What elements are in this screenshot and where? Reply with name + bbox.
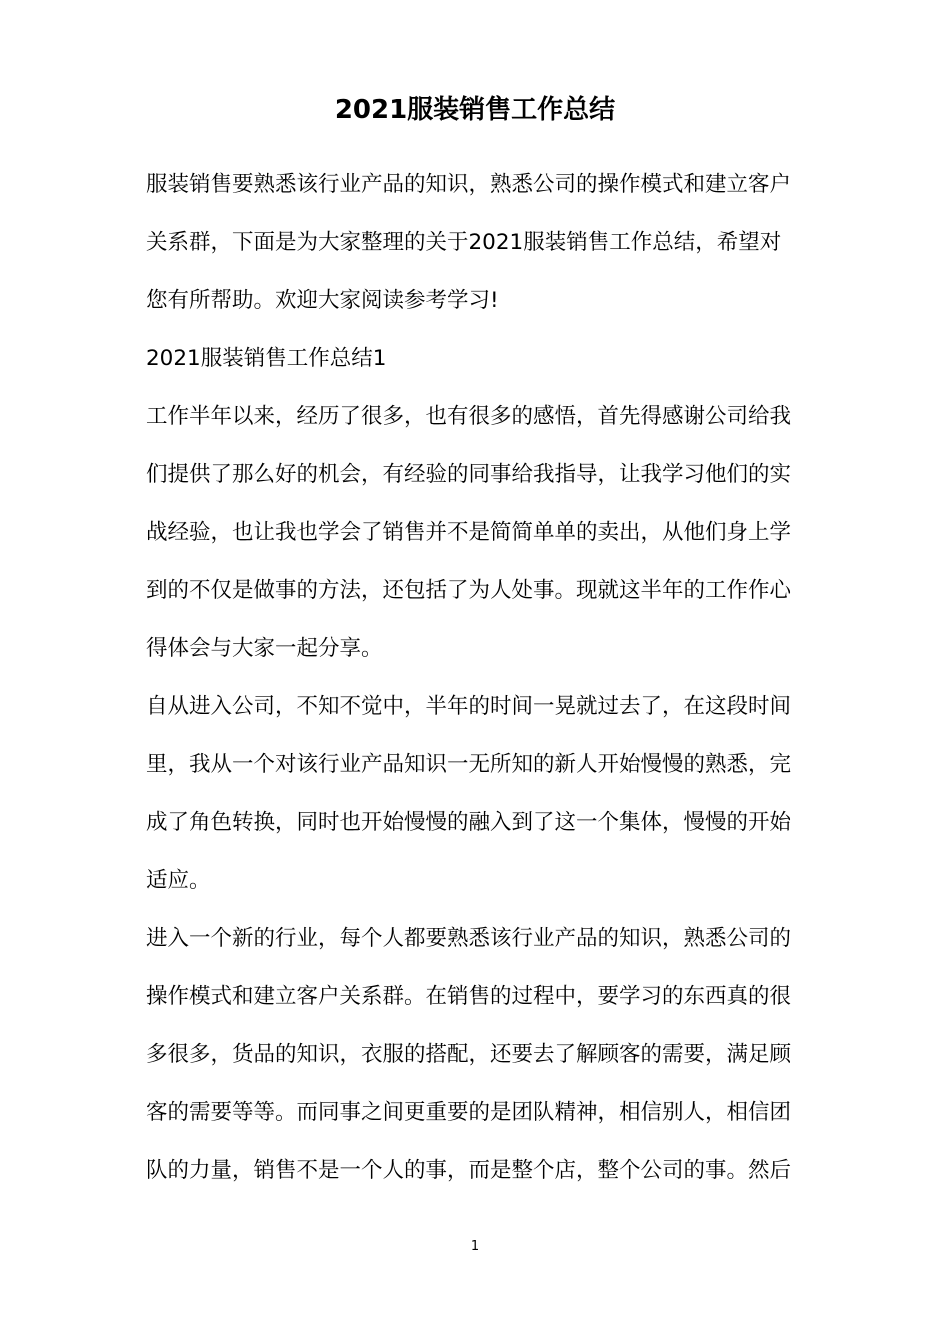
intro-line-3: 您有所帮助。欢迎大家阅读参考学习! <box>146 288 499 313</box>
paragraph-1-line-1: 工作半年以来，经历了很多，也有很多的感悟，首先得感谢公司给我 <box>146 404 792 429</box>
paragraph-1-line-4: 到的不仅是做事的方法，还包括了为人处事。现就这半年的工作作心 <box>146 578 792 603</box>
paragraph-3-line-3: 多很多，货品的知识，衣服的搭配，还要去了解顾客的需要，满足顾 <box>146 1042 792 1067</box>
paragraph-1-line-5: 得体会与大家一起分享。 <box>146 636 383 661</box>
paragraph-1-line-3: 战经验，也让我也学会了销售并不是简简单单的卖出，从他们身上学 <box>146 520 792 545</box>
section-heading: 2021服装销售工作总结1 <box>146 346 387 371</box>
paragraph-3-line-4: 客的需要等等。而同事之间更重要的是团队精神，相信别人，相信团 <box>146 1100 792 1125</box>
paragraph-3-line-5: 队的力量，销售不是一个人的事，而是整个店，整个公司的事。然后 <box>146 1158 792 1183</box>
intro-line-1: 服装销售要熟悉该行业产品的知识，熟悉公司的操作模式和建立客户 <box>146 172 792 197</box>
intro-line-2: 关系群，下面是为大家整理的关于2021服装销售工作总结，希望对 <box>146 230 782 255</box>
paragraph-1-line-2: 们提供了那么好的机会，有经验的同事给我指导，让我学习他们的实 <box>146 462 792 487</box>
document-title: 2021服装销售工作总结 <box>334 95 616 125</box>
paragraph-2-line-4: 适应。 <box>146 868 211 893</box>
paragraph-3-line-1: 进入一个新的行业，每个人都要熟悉该行业产品的知识，熟悉公司的 <box>146 926 792 951</box>
page-number: 1 <box>470 1239 480 1254</box>
paragraph-2-line-3: 成了角色转换，同时也开始慢慢的融入到了这一个集体，慢慢的开始 <box>146 810 792 835</box>
paragraph-2-line-1: 自从进入公司，不知不觉中，半年的时间一晃就过去了，在这段时间 <box>146 694 792 719</box>
paragraph-3-line-2: 操作模式和建立客户关系群。在销售的过程中，要学习的东西真的很 <box>146 984 792 1009</box>
paragraph-2-line-2: 里，我从一个对该行业产品知识一无所知的新人开始慢慢的熟悉，完 <box>146 752 792 777</box>
